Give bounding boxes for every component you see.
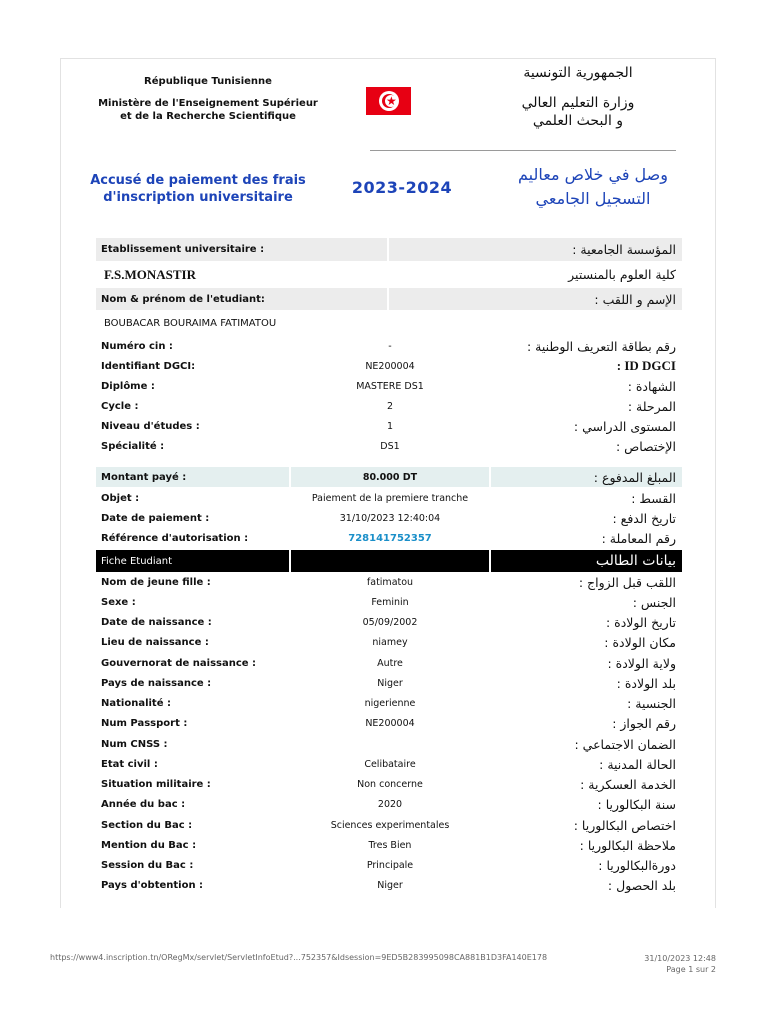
student-file-row	[96, 795, 682, 815]
student-field-label-ar: بلد الحصول :	[607, 878, 676, 894]
document-title-ar	[480, 163, 706, 211]
student-field-label-fr: Nom de jeune fille :	[101, 576, 211, 588]
student-field-label-fr: Mention du Bac :	[101, 839, 197, 851]
student-field-label-fr: Gouvernorat de naissance :	[101, 657, 257, 669]
amount-paid-value: 80.000 DT	[291, 467, 489, 487]
student-field-value: Tres Bien	[368, 839, 412, 851]
institution-label-fr: Etablissement universitaire :	[96, 238, 387, 261]
identity-row	[96, 396, 682, 416]
student-field-label-ar: ولاية الولادة :	[607, 655, 676, 671]
student-name-label-row	[96, 288, 682, 310]
student-field-label-fr: Sexe :	[101, 596, 136, 608]
student-field-label-fr: Année du bac :	[101, 799, 186, 811]
student-file-row	[96, 714, 682, 734]
footer-page-number: Page 1 sur 2	[666, 965, 716, 974]
payment-label-ar: تاريخ الدفع :	[612, 510, 676, 526]
republic-ar: الجمهورية التونسية	[523, 65, 633, 81]
identity-label-ar: المستوى الدراسي :	[573, 418, 676, 434]
student-file-row	[96, 856, 682, 876]
authorization-reference-link[interactable]: 728141752357	[348, 532, 432, 544]
student-field-label-fr: Pays de naissance :	[101, 677, 212, 689]
student-field-value: nigerienne	[364, 698, 416, 709]
student-file-header	[96, 550, 682, 572]
identity-label-ar: المرحلة :	[627, 398, 676, 414]
tunisia-flag-icon: ★	[366, 87, 411, 115]
title-fr-line2: d'inscription universitaire	[103, 190, 293, 205]
student-field-label-ar: ملاحظة البكالوريا :	[579, 837, 676, 853]
payment-row	[96, 508, 682, 528]
student-file-row	[96, 734, 682, 754]
student-file-row	[96, 775, 682, 795]
student-field-label-ar: سنة البكالوريا :	[597, 797, 676, 813]
student-file-row	[96, 815, 682, 835]
student-file-title-fr: Fiche Etudiant	[96, 550, 289, 572]
identity-label-fr: Identifiant DGCI:	[101, 360, 196, 372]
student-field-label-fr: Num CNSS :	[101, 738, 168, 750]
student-field-value: Niger	[377, 880, 403, 892]
student-field-label-ar: الحالة المدنية :	[599, 756, 676, 772]
payment-label-fr: Objet :	[101, 492, 140, 504]
header-fr	[96, 75, 320, 123]
footer-datetime: 31/10/2023 12:48	[644, 954, 716, 963]
student-field-value: Principale	[366, 860, 414, 871]
student-file-row	[96, 694, 682, 714]
student-field-label-ar: الضمان الاجتماعي :	[574, 736, 676, 752]
student-name-label-fr: Nom & prénom de l'etudiant:	[96, 288, 387, 310]
institution-label-row	[96, 238, 682, 261]
identity-label-ar: الشهادة :	[627, 378, 676, 394]
student-field-label-fr: Session du Bac :	[101, 860, 194, 871]
ministry-fr-line1: Ministère de l'Enseignement Supérieur	[98, 98, 318, 109]
ministry-ar-line2: و البحث العلمي	[532, 113, 624, 129]
student-name-value: BOUBACAR BOURAIMA FATIMATOU	[104, 317, 277, 329]
identity-value: -	[388, 340, 392, 352]
student-name-row	[96, 312, 682, 334]
document-title-fr	[78, 172, 318, 206]
student-field-label-ar: تاريخ الولادة :	[605, 615, 676, 630]
payment-label-ar: القسط :	[631, 490, 676, 506]
payment-row	[96, 528, 682, 548]
student-field-label-ar: الجنسية :	[627, 696, 676, 711]
student-file-row	[96, 613, 682, 633]
student-field-label-ar: الجنس :	[632, 594, 676, 610]
student-field-label-ar: مكان الولادة :	[604, 635, 676, 651]
ministry-ar-line1: وزارة التعليم العالي	[521, 95, 635, 111]
student-field-label-fr: Num Passport :	[101, 718, 188, 730]
payment-label-fr: Date de paiement :	[101, 512, 210, 524]
ministry-fr-line2: et de la Recherche Scientifique	[120, 111, 296, 122]
student-field-label-fr: Lieu de naissance :	[101, 637, 209, 649]
institution-value-row	[96, 263, 682, 286]
institution-value-ar: كلية العلوم بالمنستير	[568, 267, 676, 282]
identity-row	[96, 356, 682, 376]
identity-label-fr: Cycle :	[101, 400, 139, 412]
student-file-row	[96, 835, 682, 855]
student-field-value: Non concerne	[357, 779, 423, 790]
identity-label-ar: الإختصاص :	[615, 439, 676, 454]
identity-value: 2	[386, 400, 394, 412]
identity-label-fr: Niveau d'études :	[101, 420, 200, 432]
student-file-row	[96, 633, 682, 653]
identity-row	[96, 376, 682, 396]
identity-value: MASTERE DS1	[356, 380, 424, 392]
payment-label-ar: رقم المعاملة :	[601, 530, 676, 546]
student-file-header-spacer	[291, 550, 489, 572]
student-field-value	[291, 734, 489, 754]
title-ar-line1: وصل في خلاص معاليم	[518, 165, 668, 184]
student-field-label-ar: اللقب قبل الزواج :	[578, 574, 676, 590]
institution-label-ar: المؤسسة الجامعية :	[389, 238, 682, 261]
student-file-row	[96, 673, 682, 693]
student-field-label-ar: دورةالبكالوريا :	[598, 858, 676, 873]
identity-label-fr: Spécialité :	[101, 441, 165, 452]
student-field-label-ar: اختصاص البكالوريا :	[573, 817, 676, 833]
payment-row	[96, 488, 682, 508]
student-field-value: 2020	[377, 799, 403, 811]
student-field-label-fr: Date de naissance :	[101, 617, 212, 628]
identity-label-ar: ID DGCI :	[616, 358, 676, 373]
payment-row	[96, 467, 682, 487]
payment-label-ar: المبلغ المدفوع :	[491, 467, 682, 487]
student-file-row	[96, 653, 682, 673]
student-file-row	[96, 592, 682, 612]
payment-object-value: Paiement de la premiere tranche	[311, 492, 469, 504]
identity-row	[96, 336, 682, 356]
identity-value: 1	[386, 420, 394, 432]
title-ar-line2: التسجيل الجامعي	[535, 189, 651, 208]
student-field-value: Celibataire	[364, 758, 416, 770]
academic-year: 2023-2024	[351, 178, 453, 197]
footer-meta	[620, 953, 716, 975]
student-field-label-ar: رقم الجواز :	[612, 716, 676, 732]
republic-fr: République Tunisienne	[144, 76, 272, 87]
title-fr-line1: Accusé de paiement des frais	[90, 173, 306, 188]
student-field-label-ar: بلد الولادة :	[616, 675, 676, 691]
footer-url: https://www4.inscription.tn/ORegMx/servlet/ServletInfoEtud?...752357&Idsession=9ED5B283995098CA881B1D3FA140E178	[50, 953, 548, 962]
identity-row	[96, 416, 682, 436]
student-file-row	[96, 876, 682, 896]
student-field-value: Feminin	[371, 596, 409, 608]
identity-label-ar: رقم بطاقة التعريف الوطنية :	[527, 338, 676, 354]
identity-value: DS1	[380, 441, 400, 452]
header-ar	[478, 64, 678, 130]
student-field-value: Autre	[377, 657, 403, 669]
student-field-value: niamey	[372, 637, 408, 649]
student-name-label-ar: الإسم و اللقب :	[389, 288, 682, 310]
identity-label-fr: Diplôme :	[101, 380, 155, 392]
student-field-label-fr: Nationalité :	[101, 698, 171, 709]
student-field-value: Sciences experimentales	[330, 819, 450, 831]
identity-value: NE200004	[365, 360, 415, 372]
student-field-value: fatimatou	[366, 576, 414, 588]
student-file-title-ar: بيانات الطالب	[491, 550, 682, 572]
student-field-value: Niger	[377, 677, 403, 689]
payment-label-fr: Montant payé :	[96, 467, 289, 487]
student-file-row	[96, 572, 682, 592]
student-field-label-fr: Situation militaire :	[101, 779, 211, 790]
identity-label-fr: Numéro cin :	[101, 340, 173, 352]
student-field-value: NE200004	[365, 718, 415, 730]
payment-date-value: 31/10/2023 12:40:04	[339, 512, 441, 524]
student-field-label-fr: Etat civil :	[101, 758, 158, 770]
institution-value-fr: F.S.MONASTIR	[104, 266, 196, 282]
header-divider	[370, 150, 676, 151]
payment-label-fr: Référence d'autorisation :	[101, 532, 249, 544]
student-field-label-fr: Section du Bac :	[101, 819, 193, 831]
identity-row	[96, 436, 682, 457]
student-field-value: 05/09/2002	[362, 617, 418, 628]
student-file-row	[96, 754, 682, 774]
student-field-label-fr: Pays d'obtention :	[101, 880, 204, 892]
student-field-label-ar: الخدمة العسكرية :	[580, 777, 676, 792]
